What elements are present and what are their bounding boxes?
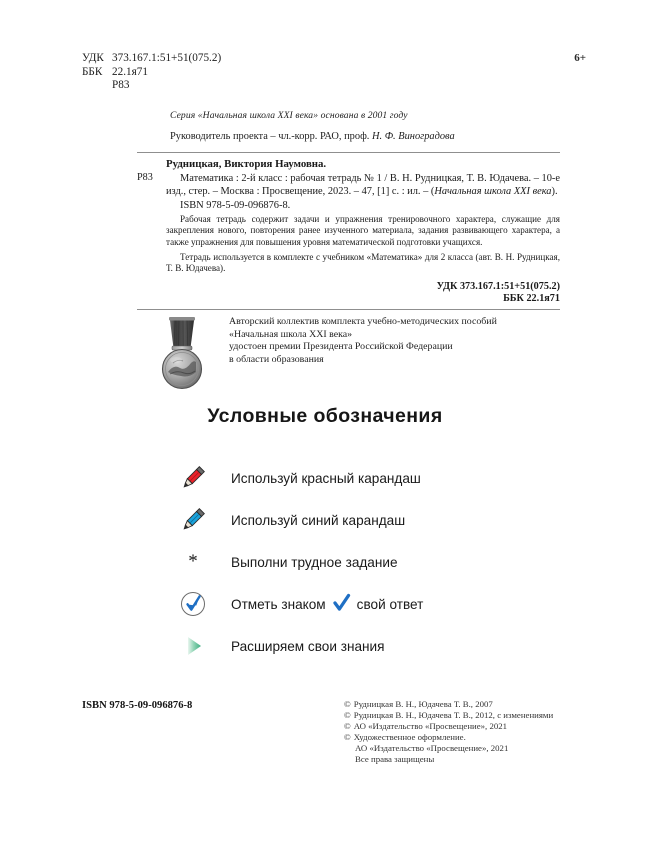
project-leader-name: Н. Ф. Виноградова: [372, 131, 455, 142]
bib-body: [166, 158, 560, 306]
copyright-line: [344, 754, 553, 765]
shelf-mark: Р83: [112, 79, 130, 92]
copyright-text: Рудницкая В. Н., Юдачева Т. В., 2007: [353, 699, 493, 709]
udk-row: [82, 52, 221, 66]
copyright-text: АО «Издательство «Просвещение», 2021: [355, 743, 509, 754]
green-triangle-icon: [165, 629, 221, 663]
copyright-line: [344, 732, 553, 743]
footer-isbn: ISBN 978-5-09-096876-8: [82, 700, 193, 711]
award-line-4: в области образования: [229, 353, 324, 365]
age-rating-badge: 6+: [574, 52, 586, 64]
copyright-line: [344, 699, 553, 710]
legend-label-check-before: Отметь знаком: [231, 596, 326, 612]
bib-description-part2: ).: [551, 186, 558, 198]
classification-codes: [82, 52, 221, 93]
copyright-symbol: ©: [344, 699, 351, 709]
bib-annotation-secondary: Тетрадь используется в комплекте с учебником «Математика» для 2 класса (авт. В. Н. Рудницкая, Т. В. Юдачева).: [166, 252, 560, 274]
bib-description: [166, 172, 560, 198]
divider-award: [137, 309, 560, 310]
legend-item-red-pencil: [165, 457, 565, 499]
divider-top: [137, 152, 560, 153]
award-line-2: «Начальная школа XXI века»: [229, 328, 353, 340]
award-text: [229, 316, 560, 366]
bib-annotation: Рабочая тетрадь содержит задачи и упражнения тренировочного характера, служащие для закрепления нового, повторения ранее изученного материала, задания развивающего характера, а также упражнения для повышения уровня математической подготовки учащихся.: [166, 213, 560, 247]
udk-label: УДК: [82, 52, 104, 64]
legend-label-check-after: свой ответ: [356, 596, 424, 612]
legend-item-asterisk: [165, 541, 565, 583]
project-leader-line: [170, 131, 570, 142]
bbk-repeat: ББК 22.1я71: [503, 293, 560, 305]
red-pencil-icon: [165, 461, 221, 495]
bib-description-series: Начальная школа XXI века: [434, 186, 552, 198]
award-line-3: удостоен премии Президента Российской Федерации: [229, 341, 453, 353]
legend-label-triangle: Расширяем свои знания: [231, 638, 385, 654]
legend-label-asterisk: Выполни трудное задание: [231, 554, 398, 570]
series-block: [170, 110, 570, 142]
copyright-text: Рудницкая В. Н., Юдачева Т. В., 2012, с изменениями: [353, 710, 554, 721]
bbk-row: [82, 66, 221, 80]
legend-item-triangle: [165, 625, 565, 667]
copyright-block: [344, 699, 553, 766]
copyright-text: Все права защищены: [355, 754, 435, 765]
series-line: Серия «Начальная школа XXI века» основана в 2001 году: [170, 110, 408, 121]
copyright-symbol: ©: [344, 732, 351, 743]
legend-item-blue-pencil: [165, 499, 565, 541]
copyright-text: АО «Издательство «Просвещение», 2021: [353, 721, 508, 732]
bib-isbn: ISBN 978-5-09-096876-8.: [180, 199, 291, 211]
legend-title: Условные обозначения: [207, 405, 443, 427]
award-block: [137, 316, 560, 366]
udk-value: 373.167.1:51+51(075.2): [112, 52, 222, 64]
inline-check-icon: [332, 593, 351, 615]
bbk-value: 22.1я71: [112, 65, 148, 78]
copyright-line: [344, 721, 553, 732]
bib-author: Рудницкая, Виктория Наумовна.: [166, 158, 327, 170]
legend-label-blue-pencil: Используй синий карандаш: [231, 512, 406, 528]
bibliographic-record: [137, 158, 560, 306]
bib-description-part1: Математика : 2-й класс : рабочая тетрадь № 1 / В. Н. Рудницкая, Т. В. Юдачева. – 10-е изд., стер. – Москва : Просвещение, 2023. – 47, [1] с. : ил. – (: [166, 173, 560, 198]
copyright-text: Художественное оформление.: [353, 732, 466, 743]
legend-label-red-pencil: Используй красный карандаш: [231, 470, 421, 486]
copyright-line: [344, 710, 553, 721]
project-leader-prefix: Руководитель проекта – чл.-корр. РАО, проф.: [170, 131, 372, 142]
check-circle-icon: [165, 587, 221, 621]
legend-list: [165, 457, 565, 667]
asterisk-glyph: *: [188, 551, 198, 572]
bbk-label: ББК: [82, 65, 103, 78]
copyright-symbol: ©: [344, 721, 351, 732]
copyright-line: [344, 743, 553, 754]
legend-item-check: [165, 583, 565, 625]
medal-icon: [161, 316, 203, 392]
blue-pencil-icon: [165, 503, 221, 537]
asterisk-icon: [165, 545, 221, 579]
udk-repeat: УДК 373.167.1:51+51(075.2): [436, 280, 560, 292]
award-line-1: Авторский коллектив комплекта учебно-методических пособий: [229, 316, 497, 327]
udk-repeat-block: [166, 281, 560, 306]
legend-label-check: [221, 593, 423, 615]
copyright-symbol: ©: [344, 710, 351, 721]
bib-index: Р83: [137, 172, 153, 183]
